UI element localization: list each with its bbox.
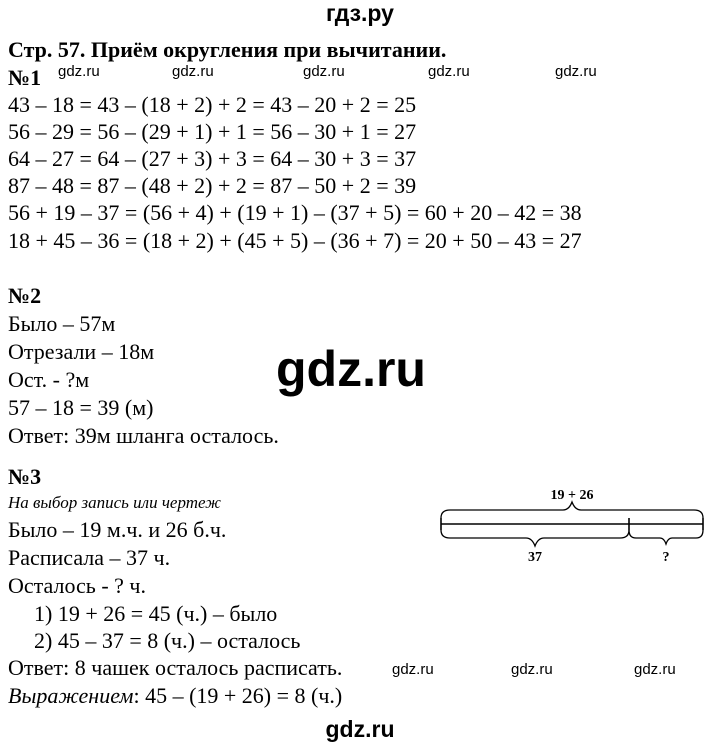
watermark: gdz.ru: [511, 661, 553, 678]
watermark: gdz.ru: [303, 63, 345, 80]
task3-line: Было – 19 м.ч. и 26 б.ч.: [8, 517, 227, 542]
left-brace-label: 37: [528, 550, 542, 565]
big-watermark: gdz.ru: [276, 341, 426, 397]
left-brace: [441, 530, 629, 546]
task1-heading: №1: [8, 65, 42, 90]
watermark: gdz.ru: [555, 63, 597, 80]
site-header: гдз.ру: [326, 0, 394, 26]
watermark: gdz.ru: [58, 63, 100, 80]
task3-heading: №3: [8, 464, 42, 489]
task3-line: Осталось - ? ч.: [8, 573, 146, 598]
task2-line: Ост. - ?м: [8, 367, 90, 392]
page-title: Стр. 57. Приём округления при вычитании.: [8, 37, 447, 62]
right-brace: [629, 530, 703, 544]
task3-expression: [8, 683, 342, 709]
task2-heading: №2: [8, 283, 42, 308]
task1-line: 43 – 18 = 43 – (18 + 2) + 2 = 43 – 20 + 2 = 25: [8, 92, 417, 117]
top-brace-label: 19 + 26: [550, 490, 594, 503]
task1-line: 64 – 27 = 64 – (27 + 3) + 3 = 64 – 30 + 3 = 37: [8, 146, 417, 171]
watermark: gdz.ru: [428, 63, 470, 80]
task1-line: 18 + 45 – 36 = (18 + 2) + (45 + 5) – (36 + 7) = 20 + 50 – 43 = 27: [8, 228, 582, 253]
watermark: gdz.ru: [634, 661, 676, 678]
task1-line: 56 + 19 – 37 = (56 + 4) + (19 + 1) – (37 + 5) = 60 + 20 – 42 = 38: [8, 200, 582, 225]
task3-line: Ответ: 8 чашек осталось расписать.: [8, 655, 343, 680]
expression-label: Выражением: [8, 683, 134, 708]
task3-note: На выбор запись или чертеж: [8, 493, 221, 512]
task2-line: 57 – 18 = 39 (м): [8, 395, 154, 420]
task3-line: 2) 45 – 37 = 8 (ч.) – осталось: [34, 628, 301, 653]
task3-line: Расписала – 37 ч.: [8, 545, 171, 570]
task2-line: Было – 57м: [8, 311, 116, 336]
task2-line: Ответ: 39м шланга осталось.: [8, 423, 279, 448]
task1-line: 87 – 48 = 87 – (48 + 2) + 2 = 87 – 50 + 2 = 39: [8, 173, 417, 198]
watermark: gdz.ru: [172, 63, 214, 80]
expression-value: : 45 – (19 + 26) = 8 (ч.): [133, 683, 343, 708]
task1-line: 56 – 29 = 56 – (29 + 1) + 1 = 56 – 30 + 1 = 27: [8, 119, 417, 144]
site-footer: gdz.ru: [325, 716, 395, 742]
top-brace: [441, 502, 703, 518]
task3-line: 1) 19 + 26 = 45 (ч.) – было: [34, 601, 278, 626]
task2-line: Отрезали – 18м: [8, 339, 155, 364]
watermark: gdz.ru: [392, 661, 434, 678]
segment-diagram: [438, 490, 710, 568]
right-brace-label: ?: [662, 550, 670, 565]
